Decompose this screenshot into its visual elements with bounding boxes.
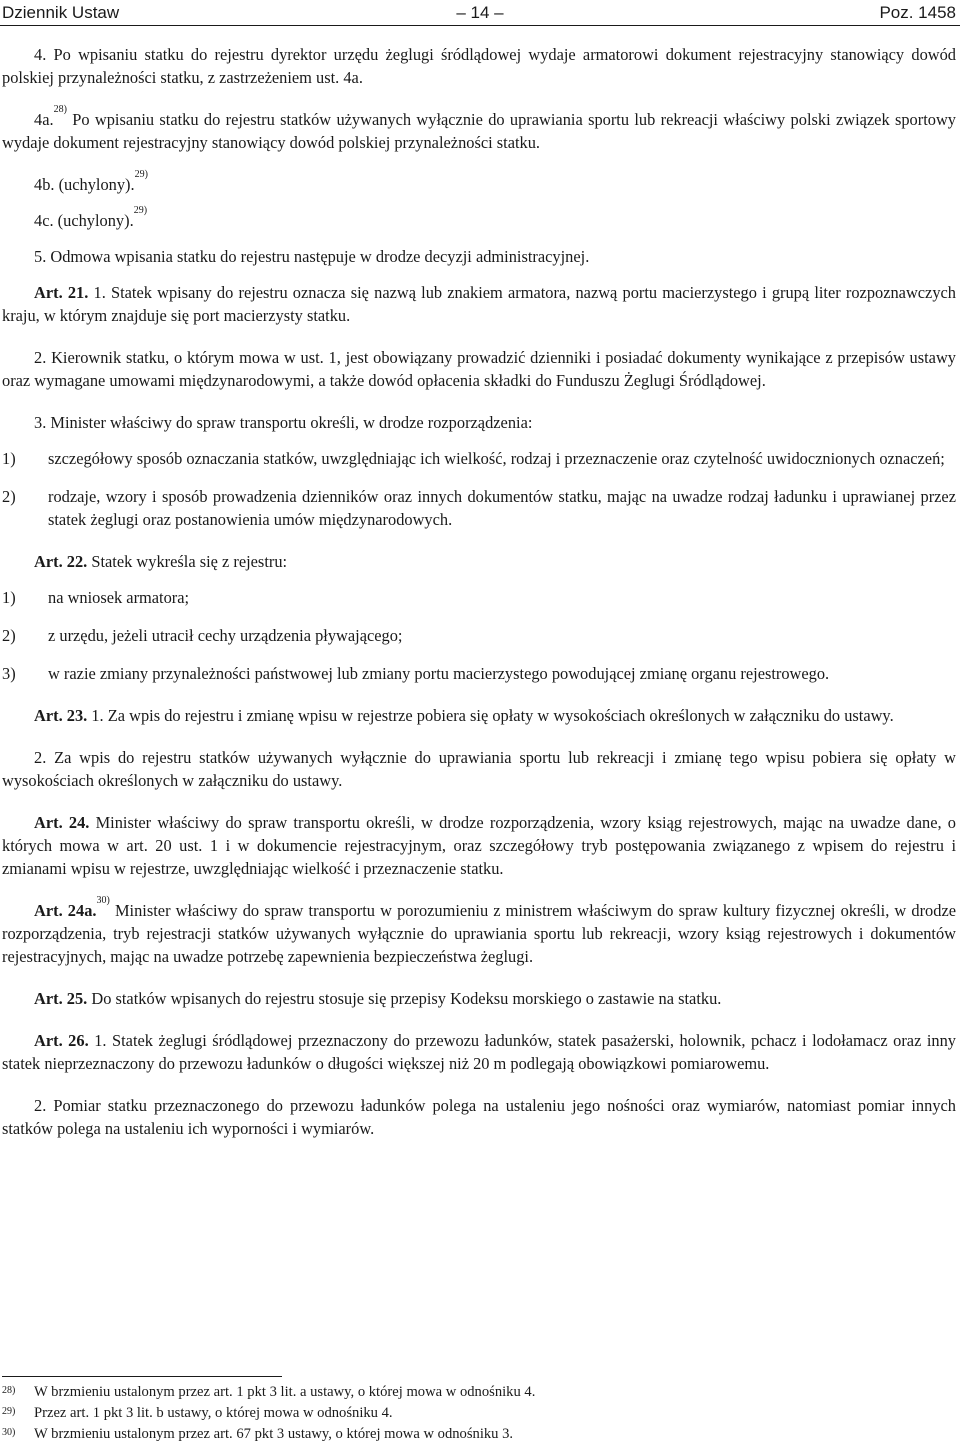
article-22-label: Art. 22. bbox=[34, 552, 88, 571]
footnote-ref-28: 28) bbox=[53, 104, 67, 115]
article-23 bbox=[2, 704, 956, 727]
paragraph-4b-text: 4b. (uchylony). bbox=[34, 175, 135, 194]
article-23-text: 1. Za wpis do rejestru i zmianę wpisu w rejestrze pobiera się opłaty w wysokościach określonych w załączniku do ustawy. bbox=[87, 706, 894, 725]
footnote-number: 29) bbox=[2, 1406, 16, 1417]
list-item-number: 2) bbox=[2, 626, 16, 645]
list-item-text: z urzędu, jeżeli utracił cechy urządzenia pływającego; bbox=[48, 626, 403, 645]
article-24-text: Minister właściwy do spraw transportu określi, w drodze rozporządzenia, wzory ksiąg rejestrowych, mając na uwadze dane, o których mowa w art. 20 ust. 1 i w dokumencie rejestracyjnym, oraz szczegółowy tryb postępowania związanego z wpisem do rejestru i zmianami wpisu w rejestrze, uwzględniając wielkość i przeznaczenie statku. bbox=[2, 813, 956, 878]
footnote-text: W brzmieniu ustalonym przez art. 67 pkt 3 ustawy, o której mowa w odnośniku 3. bbox=[34, 1426, 514, 1442]
footnote bbox=[2, 1382, 956, 1403]
footnote-ref-29: 29) bbox=[134, 169, 148, 180]
list-item-text: w razie zmiany przynależności państwowej lub zmiany portu macierzystego powodującej zmianę organu rejestrowego. bbox=[48, 664, 830, 683]
article-24a bbox=[2, 895, 956, 968]
article-26-paragraph-2: 2. Pomiar statku przeznaczonego do przewozu ładunków polega na ustaleniu jego nośności oraz wymiarów, natomiast pomiar innych statków polega na ustaleniu ich wyporności i wymiarów. bbox=[2, 1096, 956, 1138]
article-21-paragraph-3: 3. Minister właściwy do spraw transportu określi, w drodze rozporządzenia: bbox=[34, 413, 533, 432]
paragraph-4b bbox=[2, 169, 956, 196]
footnote-text: Przez art. 1 pkt 3 lit. b ustawy, o której mowa w odnośniku 4. bbox=[34, 1405, 393, 1421]
list-item-number: 3) bbox=[2, 664, 16, 683]
article-22-text: Statek wykreśla się z rejestru: bbox=[87, 552, 288, 571]
article-25 bbox=[2, 987, 956, 1010]
article-21-text: 1. Statek wpisany do rejestru oznacza się nazwą lub znakiem armatora, nazwą portu macierzystego i grupą liter rozpoznawczych kraju, w którym znajduje się port macierzysty statku. bbox=[2, 283, 957, 325]
article-21-label: Art. 21. bbox=[34, 283, 89, 302]
document-body bbox=[2, 43, 956, 1159]
article-23-paragraph-2: 2. Za wpis do rejestru statków używanych wyłącznie do uprawiania sportu lub rekreacji i zmianę tego wpisu pobiera się opłaty w wysokościach określonych w załączniku do ustawy. bbox=[2, 748, 956, 790]
paragraph-4a bbox=[2, 104, 956, 154]
article-22 bbox=[2, 550, 956, 573]
article-24a-label: Art. 24a. bbox=[34, 901, 97, 920]
article-26 bbox=[2, 1029, 956, 1075]
article-21 bbox=[2, 281, 956, 327]
journal-title: Dziennik Ustaw bbox=[2, 3, 120, 22]
footnote bbox=[2, 1424, 956, 1445]
footnote-number: 30) bbox=[2, 1427, 16, 1438]
footnote-number: 28) bbox=[2, 1385, 16, 1396]
list-item bbox=[2, 447, 956, 470]
paragraph-4a-number: 4a. bbox=[34, 110, 54, 129]
list-item-number: 1) bbox=[2, 588, 16, 607]
footnotes bbox=[2, 1382, 956, 1445]
article-26-label: Art. 26. bbox=[34, 1031, 89, 1050]
list-item bbox=[2, 624, 956, 647]
page-header bbox=[0, 0, 960, 26]
article-26-text: 1. Statek żeglugi śródlądowej przeznaczony do przewozu ładunków, statek pasażerski, holownik, pchacz i lodołamacz oraz inny statek nieprzeznaczony do przewozu ładunków o długości większej niż 20 m podlegają obowiązkowi pomiarowemu. bbox=[2, 1031, 956, 1073]
footnote-ref-30: 30) bbox=[96, 895, 110, 906]
list-item bbox=[2, 662, 956, 685]
list-item bbox=[2, 485, 956, 531]
list-item-number: 2) bbox=[2, 487, 16, 506]
list-item bbox=[2, 586, 956, 609]
list-item-number: 1) bbox=[2, 449, 16, 468]
page-number: – 14 – bbox=[456, 3, 504, 22]
paragraph-4a-text: Po wpisaniu statku do rejestru statków używanych wyłącznie do uprawiania sportu lub rekreacji właściwy polski związek sportowy wydaje dokument rejestracyjny stanowiący dowód polskiej przynależności statku. bbox=[2, 110, 956, 152]
paragraph-4c bbox=[2, 205, 956, 232]
footnote-ref-29: 29) bbox=[133, 205, 148, 216]
list-item-text: rodzaje, wzory i sposób prowadzenia dzienników oraz innych dokumentów statku, mając na uwadze rodzaj ładunku i uprawianej przez statek żeglugi oraz postanowienia umów międzynarodowych. bbox=[48, 487, 956, 529]
article-25-text: Do statków wpisanych do rejestru stosuje się przepisy Kodeksu morskiego o zastawie na statku. bbox=[87, 989, 722, 1008]
list-item-text: szczegółowy sposób oznaczania statków, uwzględniając ich wielkość, rodzaj i przeznaczenie oraz czytelność uwidocznionych oznaczeń; bbox=[48, 449, 945, 468]
footnote bbox=[2, 1403, 956, 1424]
footnote-divider bbox=[2, 1376, 282, 1377]
paragraph-4c-text: 4c. (uchylony). bbox=[34, 211, 134, 230]
article-25-label: Art. 25. bbox=[34, 989, 88, 1008]
paragraph-4: 4. Po wpisaniu statku do rejestru dyrektor urzędu żeglugi śródlądowej wydaje armatorowi dokument rejestracyjny stanowiący dowód polskiej przynależności statku, z zastrzeżeniem ust. 4a. bbox=[2, 45, 956, 87]
paragraph-5: 5. Odmowa wpisania statku do rejestru następuje w drodze decyzji administracyjnej. bbox=[34, 247, 590, 266]
article-23-label: Art. 23. bbox=[34, 706, 88, 725]
article-21-paragraph-2: 2. Kierownik statku, o którym mowa w ust. 1, jest obowiązany prowadzić dzienniki i posiadać dokumenty wynikające z przepisów ustawy oraz wymagane umowami międzynarodowymi, a także dowód opłacenia składki do Funduszu Żeglugi Śródlądowej. bbox=[2, 348, 956, 390]
article-24a-text: Minister właściwy do spraw transportu w porozumieniu z ministrem właściwym do spraw kultury fizycznej określi, w drodze rozporządzenia, tryb rejestracji statków używanych wyłącznie do uprawiania sportu lub rekreacji, wzory ksiąg rejestrowych i dokumentów rejestracyjnych, mając na uwadze potrzebę zapewnienia bezpieczeństwa żeglugi. bbox=[2, 901, 956, 966]
position-number: Poz. 1458 bbox=[879, 3, 956, 22]
article-24 bbox=[2, 811, 956, 880]
article-24-label: Art. 24. bbox=[34, 813, 90, 832]
footnote-text: W brzmieniu ustalonym przez art. 1 pkt 3 lit. a ustawy, o której mowa w odnośniku 4. bbox=[34, 1384, 536, 1400]
list-item-text: na wniosek armatora; bbox=[48, 588, 190, 607]
header-divider bbox=[0, 25, 960, 26]
